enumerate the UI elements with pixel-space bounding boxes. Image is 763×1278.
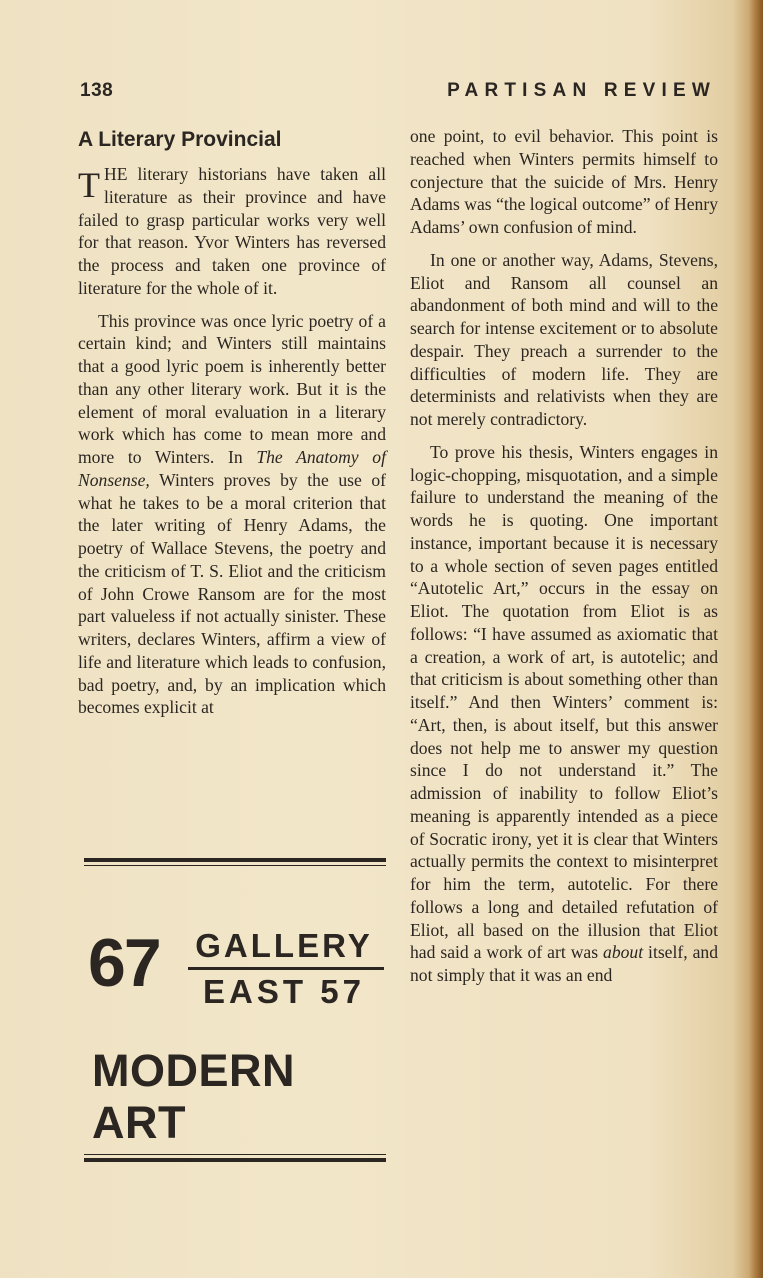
book-title-italic: The Anatomy of Nonsense, [78,447,386,490]
section-title: A Literary Provincial [78,128,282,151]
ad-divider [188,967,384,970]
page-edge-shadow [749,0,763,1278]
paragraph-1 [78,163,386,300]
paragraph-1-text: literary historians have taken all literature as their province and have failed to grasp particular works very well for that reason. Yvor Winters has reversed the process and taken one province of literature for the whole of it. [78,164,386,298]
ad-number: 67 [88,925,160,1001]
ad-tagline: MODERN ART [92,1045,295,1148]
page-header [80,80,716,108]
ad-gallery-name: GALLERY [195,927,373,964]
ad-address: EAST 57 [203,973,365,1010]
paragraph-4: In one or another way, Adams, Stevens, Eliot and Ransom all counsel an abandonment of both mind and will to the search for intense excitement or to absolute despair. They preach a surrender to the difficulties of modern life. They are determinists and relativists when they are not merely contradictory. [410,249,718,429]
paragraph-2-text-a: This province was once lyric poetry of a certain kind; and Winters still maintains that a good lyric poem is inherently better than any other literary work. But it is the element of moral evaluation in a literary work which has come to mean more and more to Winters. In [78,310,386,467]
bottom-rule [84,1154,386,1162]
small-caps-lead: HE [104,164,128,184]
paragraph-2 [78,310,386,720]
paragraph-3: one point, to evil behavior. This point is reached when Winters permits himself to conjecture that the suicide of Mrs. Henry Adams was “the logical outcome” of Henry Adams’ own confusion of mind. [410,126,718,237]
paragraph-5-text-a: To prove his thesis, Winters engages in logic-chopping, misquotation, and a simple failure to understand the meaning of the words he is quoting. One important instance, important because it is necessary to a whole section of seven pages entitled “Autotelic Art,” occurs in the essay on Eliot. The quotation from Eliot is as follows: “I have assumed as axiomatic that a creation, a work of art, is autotelic; and that criticism is about something other than itself.” And then Winters’ comment is: “Art, then, is about itself, but this answer does not help me to answer my question since I do not understand it.” The admission of inability to follow Eliot’s meaning is apparently intended as a piece of Socratic irony, yet it is clear that Winters actually permits the context to misinterpret for him the term, autotelic. For there follows a long and detailed refutation of Eliot, all based on the illusion that Eliot had said a work of art was [410,441,718,963]
right-column [410,125,718,987]
page-number: 138 [80,80,114,101]
drop-cap: T [78,165,100,205]
top-rule [84,858,386,866]
emphasis-italic: about [603,942,644,963]
gallery-advertisement [84,925,384,1148]
left-column [78,125,386,719]
paragraph-5 [410,441,718,987]
paragraph-2-text-b: Winters proves by the use of what he takes to be a moral criterion that the later writing of Henry Adams, the poetry of Wallace Stevens, the poetry and the criticism of T. S. Eliot and the criticism of John Crowe Ransom are for the most part valueless if not actually sinister. These writers, declares Winters, affirm a view of life and literature which leads to confusion, bad poetry, and, by an implication which becomes explicit at [78,469,386,718]
paragraph-5-text-b: itself, and not simply that it was an end [410,942,718,985]
running-head: PARTISAN REVIEW [447,80,716,101]
